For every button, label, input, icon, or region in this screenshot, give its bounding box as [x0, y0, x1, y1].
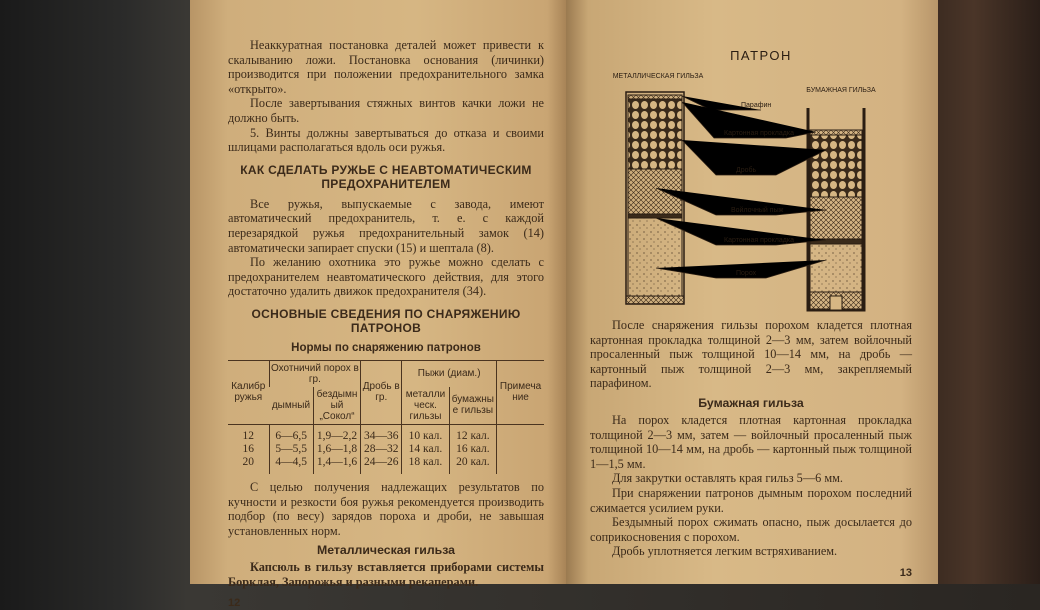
intro-text: [228, 38, 544, 155]
cartridge-diagram: [586, 40, 916, 318]
cell: 20 кал.: [456, 455, 490, 468]
metal-shell: [626, 92, 684, 304]
header-smoky: дымный: [271, 399, 311, 411]
paragraph: Дробь уплотняется легким встряхиванием.: [612, 544, 838, 559]
left-page: [190, 0, 566, 610]
background: [930, 0, 1040, 584]
cell: 28—32: [363, 442, 399, 455]
cell: 1,9—2,2: [316, 429, 358, 442]
cell: 16: [242, 442, 255, 455]
cell: 10 кал.: [408, 429, 443, 442]
paragraph: Неаккуратная постановка деталей может привести к скалыванию ложи. Постановка основания (личинки) производится при положении предохранительного замка «открыто».: [228, 38, 544, 96]
cell: 12: [242, 429, 255, 442]
cell: 12 кал.: [456, 429, 490, 442]
cell: 24—26: [363, 455, 399, 468]
note-cell: [497, 424, 544, 474]
paper-shell-label: БУМАЖНАЯ ГИЛЬЗА: [806, 87, 876, 94]
header-smokeless: бездымный „Сокол“: [313, 387, 360, 425]
cartridge-norms-table: [228, 360, 544, 474]
subheading: Металлическая гильза: [316, 543, 456, 558]
table-title: Нормы по снаряжению патронов: [291, 341, 481, 354]
paragraph: Для закрутки оставлять края гильз 5—6 мм.: [612, 471, 843, 486]
cell: 6—6,5: [275, 429, 307, 442]
part-label: Картонная прокладка: [724, 237, 794, 244]
header-note: Примечание: [497, 360, 544, 424]
paragraph: По желанию охотника это ружье можно сделать с предохранителем неавтоматического действия, для этого достаточно удалить движок предохранителя (34).: [228, 255, 544, 299]
cell: 5—5,5: [275, 442, 307, 455]
paragraph: 5. Винты должны завертываться до отказа и своими шлицами располагаться вдоль оси ружья.: [228, 125, 544, 155]
paragraph: [228, 480, 544, 538]
metal-shell-label: МЕТАЛЛИЧЕСКАЯ ГИЛЬЗА: [612, 73, 704, 80]
page-number: 12: [228, 597, 241, 610]
right-page: [566, 0, 938, 584]
cell: 1,6—1,8: [316, 442, 358, 455]
paragraph-text: Капсюль в гильзу вставляется приборами системы Борклая, Запорожья и разными рекаперами.: [228, 560, 544, 589]
paragraph: После завертывания стяжных винтов качки ложи не должно быть.: [228, 96, 544, 125]
header-shot: Дробь в гр.: [361, 360, 402, 424]
header-wads: Пыжи (диам.): [402, 360, 497, 387]
cell: 1,4—1,6: [316, 455, 358, 468]
paragraph: При снаряжении патронов дымным порохом последний сжимается усилием руки.: [590, 485, 912, 515]
cell: 34—36: [363, 429, 399, 442]
cell: 14 кал.: [408, 442, 443, 455]
paragraph-text: После снаряжения гильзы порохом кладется плотная картонная прокладка толщиной 2—3 мм, затем войлочный просаленный пыж толщиной 10—14 мм, на дробь — картонный пыж толщиной 2—3 мм, закрепляемый парафином.: [590, 318, 912, 391]
page-number: 13: [899, 566, 912, 579]
part-label: Дробь: [736, 167, 757, 174]
safety-text: [228, 197, 544, 299]
subheading: Бумажная гильза: [698, 395, 804, 410]
cell: 20: [242, 455, 255, 468]
header-powder: Охотничий порох в гр.: [269, 360, 361, 387]
table-body: [228, 424, 544, 474]
paragraph-text: С целью получения надлежащих результатов по кучности и резкости боя ружья рекомендуется производить подбор (по весу) зарядов пороха и дроби, не завышая установленных норм.: [228, 479, 544, 538]
cell: 18 кал.: [408, 455, 443, 468]
cell: 4—4,5: [275, 455, 307, 468]
section-heading: КАК СДЕЛАТЬ РУЖЬЕ С НЕАВТОМАТИЧЕСКИМ ПРЕДОХРАНИТЕЛЕМ: [240, 162, 532, 191]
part-label: Парафин: [741, 102, 772, 109]
section-heading: ОСНОВНЫЕ СВЕДЕНИЯ ПО СНАРЯЖЕНИЮ ПАТРОНОВ: [251, 306, 521, 335]
header-metal: металлическ. гильзы: [402, 387, 449, 425]
paragraph: [228, 560, 544, 589]
header-paper: бумажные гильзы: [449, 387, 496, 425]
header-caliber: Калибр ружья: [231, 381, 266, 404]
paragraph: [590, 318, 912, 391]
paragraph: На порох кладется плотная картонная прокладка толщиной 2—3 мм, затем — войлочный просаленный пыж толщиной 10—14 мм, на дробь — картонный пыж толщиной 1—1,5 мм.: [590, 412, 912, 471]
cell: 16 кал.: [456, 442, 490, 455]
part-label: Войлочный пыж: [731, 207, 784, 214]
figure-title: ПАТРОН: [730, 48, 792, 63]
paper-shell-text: [590, 413, 912, 559]
part-label: Порох: [736, 270, 757, 277]
part-label: Картонная прокладка: [724, 130, 794, 137]
paragraph: Бездымный порох сжимать опасно, пыж досылается до соприкосновения с порохом.: [590, 515, 912, 544]
paragraph: Все ружья, выпускаемые с завода, имеют автоматический предохранитель, т. е. с каждой перезарядкой ружья предохранительный замок (14) автоматически запирает спуски (15) и шептала (8).: [228, 196, 544, 255]
